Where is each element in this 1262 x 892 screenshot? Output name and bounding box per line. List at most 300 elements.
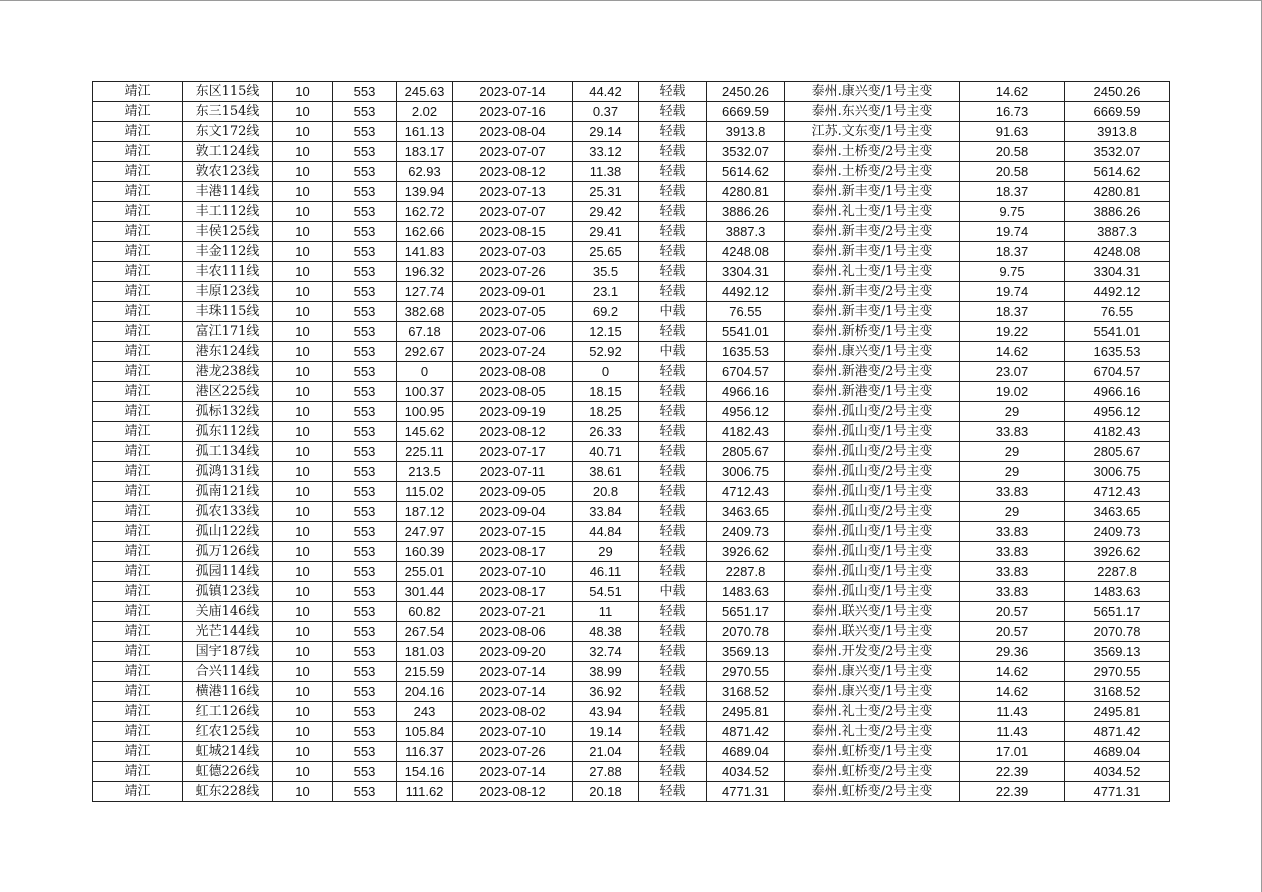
- table-row: [93, 582, 1170, 602]
- table-row: [93, 502, 1170, 522]
- voltage-cell: 10: [273, 462, 333, 482]
- margin-cell: 2805.67: [707, 442, 785, 462]
- voltage-cell: 10: [273, 322, 333, 342]
- table-row: [93, 622, 1170, 642]
- load-cell: 292.67: [397, 342, 453, 362]
- capacity-cell: 553: [333, 622, 397, 642]
- available-capacity-cell: 3006.75: [1065, 462, 1170, 482]
- available-capacity-cell: 3569.13: [1065, 642, 1170, 662]
- load-rate-cell: 29.14: [573, 122, 639, 142]
- line-name-cell: 敦工124线: [183, 142, 273, 162]
- margin-cell: 3463.65: [707, 502, 785, 522]
- margin-cell: 3887.3: [707, 222, 785, 242]
- table-row: [93, 262, 1170, 282]
- date-cell: 2023-07-14: [453, 662, 573, 682]
- transformer-cell: 泰州.礼士变/2号主变: [785, 722, 960, 742]
- load-cell: 154.16: [397, 762, 453, 782]
- region-cell: 靖江: [93, 122, 183, 142]
- margin-cell: 1483.63: [707, 582, 785, 602]
- load-rate-cell: 32.74: [573, 642, 639, 662]
- voltage-cell: 10: [273, 262, 333, 282]
- region-cell: 靖江: [93, 702, 183, 722]
- transformer-rate-cell: 11.43: [960, 702, 1065, 722]
- transformer-rate-cell: 20.57: [960, 622, 1065, 642]
- date-cell: 2023-07-03: [453, 242, 573, 262]
- load-cell: 139.94: [397, 182, 453, 202]
- capacity-cell: 553: [333, 382, 397, 402]
- table-row: [93, 522, 1170, 542]
- load-rate-cell: 23.1: [573, 282, 639, 302]
- voltage-cell: 10: [273, 702, 333, 722]
- load-status-cell: 轻载: [639, 382, 707, 402]
- load-status-cell: 轻载: [639, 542, 707, 562]
- available-capacity-cell: 4871.42: [1065, 722, 1170, 742]
- table-row: [93, 562, 1170, 582]
- load-status-cell: 轻载: [639, 182, 707, 202]
- region-cell: 靖江: [93, 662, 183, 682]
- date-cell: 2023-07-21: [453, 602, 573, 622]
- region-cell: 靖江: [93, 742, 183, 762]
- line-name-cell: 丰港114线: [183, 182, 273, 202]
- load-rate-cell: 69.2: [573, 302, 639, 322]
- available-capacity-cell: 3886.26: [1065, 202, 1170, 222]
- load-cell: 382.68: [397, 302, 453, 322]
- load-cell: 213.5: [397, 462, 453, 482]
- capacity-cell: 553: [333, 142, 397, 162]
- capacity-cell: 553: [333, 102, 397, 122]
- voltage-cell: 10: [273, 182, 333, 202]
- transformer-rate-cell: 19.74: [960, 282, 1065, 302]
- available-capacity-cell: 6669.59: [1065, 102, 1170, 122]
- date-cell: 2023-07-26: [453, 742, 573, 762]
- margin-cell: 76.55: [707, 302, 785, 322]
- capacity-cell: 553: [333, 442, 397, 462]
- transformer-cell: 泰州.虹桥变/2号主变: [785, 762, 960, 782]
- load-status-cell: 轻载: [639, 102, 707, 122]
- load-status-cell: 轻载: [639, 442, 707, 462]
- available-capacity-cell: 4712.43: [1065, 482, 1170, 502]
- available-capacity-cell: 4956.12: [1065, 402, 1170, 422]
- available-capacity-cell: 3304.31: [1065, 262, 1170, 282]
- capacity-cell: 553: [333, 742, 397, 762]
- region-cell: 靖江: [93, 402, 183, 422]
- load-cell: 245.63: [397, 82, 453, 102]
- load-rate-cell: 25.31: [573, 182, 639, 202]
- date-cell: 2023-08-02: [453, 702, 573, 722]
- margin-cell: 3532.07: [707, 142, 785, 162]
- available-capacity-cell: 2970.55: [1065, 662, 1170, 682]
- capacity-cell: 553: [333, 702, 397, 722]
- load-status-cell: 中载: [639, 582, 707, 602]
- line-name-cell: 虹德226线: [183, 762, 273, 782]
- region-cell: 靖江: [93, 82, 183, 102]
- load-rate-cell: 18.25: [573, 402, 639, 422]
- load-cell: 215.59: [397, 662, 453, 682]
- table-row: [93, 542, 1170, 562]
- available-capacity-cell: 4280.81: [1065, 182, 1170, 202]
- capacity-cell: 553: [333, 202, 397, 222]
- date-cell: 2023-07-07: [453, 202, 573, 222]
- available-capacity-cell: 6704.57: [1065, 362, 1170, 382]
- capacity-cell: 553: [333, 502, 397, 522]
- load-status-cell: 轻载: [639, 362, 707, 382]
- transformer-cell: 泰州.孤山变/1号主变: [785, 542, 960, 562]
- load-rate-cell: 18.15: [573, 382, 639, 402]
- capacity-cell: 553: [333, 582, 397, 602]
- load-status-cell: 轻载: [639, 602, 707, 622]
- load-rate-cell: 33.84: [573, 502, 639, 522]
- load-rate-cell: 21.04: [573, 742, 639, 762]
- load-status-cell: 轻载: [639, 682, 707, 702]
- margin-cell: 4280.81: [707, 182, 785, 202]
- line-name-cell: 孤标132线: [183, 402, 273, 422]
- line-name-cell: 东区115线: [183, 82, 273, 102]
- region-cell: 靖江: [93, 162, 183, 182]
- margin-cell: 4689.04: [707, 742, 785, 762]
- margin-cell: 4182.43: [707, 422, 785, 442]
- transformer-rate-cell: 18.37: [960, 302, 1065, 322]
- load-rate-cell: 36.92: [573, 682, 639, 702]
- voltage-cell: 10: [273, 402, 333, 422]
- date-cell: 2023-07-11: [453, 462, 573, 482]
- region-cell: 靖江: [93, 762, 183, 782]
- transformer-rate-cell: 18.37: [960, 242, 1065, 262]
- date-cell: 2023-09-20: [453, 642, 573, 662]
- table-row: [93, 462, 1170, 482]
- load-status-cell: 轻载: [639, 202, 707, 222]
- transformer-cell: 泰州.孤山变/1号主变: [785, 562, 960, 582]
- load-status-cell: 轻载: [639, 662, 707, 682]
- load-rate-cell: 29: [573, 542, 639, 562]
- load-rate-cell: 52.92: [573, 342, 639, 362]
- table-row: [93, 302, 1170, 322]
- margin-cell: 2450.26: [707, 82, 785, 102]
- region-cell: 靖江: [93, 462, 183, 482]
- load-status-cell: 轻载: [639, 522, 707, 542]
- transformer-cell: 泰州.新丰变/1号主变: [785, 302, 960, 322]
- transformer-rate-cell: 33.83: [960, 482, 1065, 502]
- available-capacity-cell: 76.55: [1065, 302, 1170, 322]
- capacity-cell: 553: [333, 642, 397, 662]
- available-capacity-cell: 2495.81: [1065, 702, 1170, 722]
- load-rate-cell: 11.38: [573, 162, 639, 182]
- capacity-cell: 553: [333, 282, 397, 302]
- available-capacity-cell: 3168.52: [1065, 682, 1170, 702]
- voltage-cell: 10: [273, 382, 333, 402]
- available-capacity-cell: 4771.31: [1065, 782, 1170, 802]
- line-name-cell: 东三154线: [183, 102, 273, 122]
- line-name-cell: 红工126线: [183, 702, 273, 722]
- line-name-cell: 孤鸿131线: [183, 462, 273, 482]
- table-row: [93, 222, 1170, 242]
- line-name-cell: 丰工112线: [183, 202, 273, 222]
- region-cell: 靖江: [93, 222, 183, 242]
- voltage-cell: 10: [273, 222, 333, 242]
- date-cell: 2023-08-04: [453, 122, 573, 142]
- load-cell: 100.37: [397, 382, 453, 402]
- transformer-cell: 泰州.孤山变/2号主变: [785, 402, 960, 422]
- available-capacity-cell: 5541.01: [1065, 322, 1170, 342]
- load-cell: 181.03: [397, 642, 453, 662]
- margin-cell: 4956.12: [707, 402, 785, 422]
- date-cell: 2023-08-12: [453, 782, 573, 802]
- line-name-cell: 孤农133线: [183, 502, 273, 522]
- transformer-rate-cell: 20.58: [960, 162, 1065, 182]
- capacity-cell: 553: [333, 322, 397, 342]
- load-rate-cell: 44.42: [573, 82, 639, 102]
- capacity-cell: 553: [333, 82, 397, 102]
- load-rate-cell: 35.5: [573, 262, 639, 282]
- margin-cell: 2970.55: [707, 662, 785, 682]
- line-name-cell: 敦农123线: [183, 162, 273, 182]
- transformer-cell: 泰州.新丰变/2号主变: [785, 282, 960, 302]
- load-cell: 161.13: [397, 122, 453, 142]
- voltage-cell: 10: [273, 142, 333, 162]
- line-name-cell: 虹东228线: [183, 782, 273, 802]
- date-cell: 2023-08-15: [453, 222, 573, 242]
- table-row: [93, 682, 1170, 702]
- available-capacity-cell: 4966.16: [1065, 382, 1170, 402]
- load-cell: 62.93: [397, 162, 453, 182]
- date-cell: 2023-07-16: [453, 102, 573, 122]
- transformer-rate-cell: 16.73: [960, 102, 1065, 122]
- line-name-cell: 红农125线: [183, 722, 273, 742]
- voltage-cell: 10: [273, 682, 333, 702]
- load-rate-cell: 29.42: [573, 202, 639, 222]
- line-name-cell: 虹城214线: [183, 742, 273, 762]
- transformer-rate-cell: 19.02: [960, 382, 1065, 402]
- margin-cell: 5541.01: [707, 322, 785, 342]
- load-status-cell: 轻载: [639, 322, 707, 342]
- margin-cell: 5614.62: [707, 162, 785, 182]
- margin-cell: 6669.59: [707, 102, 785, 122]
- transformer-cell: 泰州.孤山变/2号主变: [785, 442, 960, 462]
- load-cell: 162.66: [397, 222, 453, 242]
- capacity-cell: 553: [333, 362, 397, 382]
- load-rate-cell: 19.14: [573, 722, 639, 742]
- transformer-cell: 江苏.文东变/1号主变: [785, 122, 960, 142]
- load-status-cell: 轻载: [639, 162, 707, 182]
- load-rate-cell: 43.94: [573, 702, 639, 722]
- transformer-cell: 泰州.新港变/1号主变: [785, 382, 960, 402]
- capacity-cell: 553: [333, 662, 397, 682]
- load-status-cell: 轻载: [639, 742, 707, 762]
- voltage-cell: 10: [273, 302, 333, 322]
- voltage-cell: 10: [273, 782, 333, 802]
- region-cell: 靖江: [93, 202, 183, 222]
- date-cell: 2023-08-06: [453, 622, 573, 642]
- load-cell: 255.01: [397, 562, 453, 582]
- load-status-cell: 轻载: [639, 282, 707, 302]
- voltage-cell: 10: [273, 282, 333, 302]
- date-cell: 2023-07-10: [453, 722, 573, 742]
- region-cell: 靖江: [93, 782, 183, 802]
- voltage-cell: 10: [273, 502, 333, 522]
- available-capacity-cell: 2070.78: [1065, 622, 1170, 642]
- load-rate-cell: 48.38: [573, 622, 639, 642]
- region-cell: 靖江: [93, 282, 183, 302]
- transformer-rate-cell: 14.62: [960, 662, 1065, 682]
- line-name-cell: 孤万126线: [183, 542, 273, 562]
- transformer-rate-cell: 29: [960, 502, 1065, 522]
- date-cell: 2023-07-14: [453, 762, 573, 782]
- load-rate-cell: 25.65: [573, 242, 639, 262]
- voltage-cell: 10: [273, 102, 333, 122]
- load-rate-cell: 29.41: [573, 222, 639, 242]
- voltage-cell: 10: [273, 342, 333, 362]
- date-cell: 2023-07-05: [453, 302, 573, 322]
- date-cell: 2023-07-24: [453, 342, 573, 362]
- available-capacity-cell: 2450.26: [1065, 82, 1170, 102]
- available-capacity-cell: 3926.62: [1065, 542, 1170, 562]
- load-status-cell: 轻载: [639, 642, 707, 662]
- transformer-rate-cell: 33.83: [960, 422, 1065, 442]
- line-name-cell: 富江171线: [183, 322, 273, 342]
- region-cell: 靖江: [93, 722, 183, 742]
- margin-cell: 5651.17: [707, 602, 785, 622]
- load-status-cell: 轻载: [639, 82, 707, 102]
- capacity-cell: 553: [333, 162, 397, 182]
- transformer-cell: 泰州.礼士变/1号主变: [785, 262, 960, 282]
- transformer-cell: 泰州.联兴变/1号主变: [785, 602, 960, 622]
- load-cell: 301.44: [397, 582, 453, 602]
- region-cell: 靖江: [93, 562, 183, 582]
- transformer-rate-cell: 29: [960, 462, 1065, 482]
- table-row: [93, 362, 1170, 382]
- transformer-rate-cell: 33.83: [960, 542, 1065, 562]
- region-cell: 靖江: [93, 382, 183, 402]
- load-status-cell: 轻载: [639, 722, 707, 742]
- capacity-cell: 553: [333, 242, 397, 262]
- transformer-rate-cell: 20.58: [960, 142, 1065, 162]
- transformer-rate-cell: 14.62: [960, 682, 1065, 702]
- line-name-cell: 丰原123线: [183, 282, 273, 302]
- line-name-cell: 合兴114线: [183, 662, 273, 682]
- margin-cell: 4248.08: [707, 242, 785, 262]
- voltage-cell: 10: [273, 82, 333, 102]
- voltage-cell: 10: [273, 542, 333, 562]
- line-name-cell: 丰珠115线: [183, 302, 273, 322]
- region-cell: 靖江: [93, 542, 183, 562]
- available-capacity-cell: 3887.3: [1065, 222, 1170, 242]
- available-capacity-cell: 2409.73: [1065, 522, 1170, 542]
- capacity-cell: 553: [333, 402, 397, 422]
- transformer-rate-cell: 33.83: [960, 562, 1065, 582]
- transformer-rate-cell: 20.57: [960, 602, 1065, 622]
- capacity-cell: 553: [333, 522, 397, 542]
- load-cell: 204.16: [397, 682, 453, 702]
- capacity-cell: 553: [333, 482, 397, 502]
- transformer-rate-cell: 19.22: [960, 322, 1065, 342]
- region-cell: 靖江: [93, 682, 183, 702]
- transformer-rate-cell: 14.62: [960, 82, 1065, 102]
- load-cell: 183.17: [397, 142, 453, 162]
- voltage-cell: 10: [273, 722, 333, 742]
- region-cell: 靖江: [93, 642, 183, 662]
- available-capacity-cell: 4689.04: [1065, 742, 1170, 762]
- margin-cell: 2409.73: [707, 522, 785, 542]
- region-cell: 靖江: [93, 502, 183, 522]
- voltage-cell: 10: [273, 202, 333, 222]
- load-cell: 67.18: [397, 322, 453, 342]
- transformer-rate-cell: 22.39: [960, 782, 1065, 802]
- available-capacity-cell: 4492.12: [1065, 282, 1170, 302]
- load-cell: 145.62: [397, 422, 453, 442]
- transformer-cell: 泰州.开发变/2号主变: [785, 642, 960, 662]
- date-cell: 2023-07-07: [453, 142, 573, 162]
- available-capacity-cell: 3913.8: [1065, 122, 1170, 142]
- table-row: [93, 422, 1170, 442]
- transformer-cell: 泰州.土桥变/2号主变: [785, 162, 960, 182]
- capacity-cell: 553: [333, 762, 397, 782]
- transformer-rate-cell: 33.83: [960, 522, 1065, 542]
- transformer-rate-cell: 19.74: [960, 222, 1065, 242]
- transformer-cell: 泰州.康兴变/1号主变: [785, 342, 960, 362]
- capacity-cell: 553: [333, 302, 397, 322]
- date-cell: 2023-07-14: [453, 82, 573, 102]
- load-status-cell: 轻载: [639, 702, 707, 722]
- transformer-cell: 泰州.新丰变/2号主变: [785, 222, 960, 242]
- table-row: [93, 202, 1170, 222]
- load-cell: 100.95: [397, 402, 453, 422]
- region-cell: 靖江: [93, 262, 183, 282]
- load-status-cell: 轻载: [639, 762, 707, 782]
- region-cell: 靖江: [93, 242, 183, 262]
- transformer-cell: 泰州.康兴变/1号主变: [785, 682, 960, 702]
- table-row: [93, 762, 1170, 782]
- transformer-rate-cell: 17.01: [960, 742, 1065, 762]
- table-row: [93, 162, 1170, 182]
- transformer-cell: 泰州.康兴变/1号主变: [785, 82, 960, 102]
- region-cell: 靖江: [93, 302, 183, 322]
- date-cell: 2023-09-01: [453, 282, 573, 302]
- region-cell: 靖江: [93, 102, 183, 122]
- line-name-cell: 孤山122线: [183, 522, 273, 542]
- load-cell: 127.74: [397, 282, 453, 302]
- line-name-cell: 横港116线: [183, 682, 273, 702]
- load-cell: 162.72: [397, 202, 453, 222]
- available-capacity-cell: 3532.07: [1065, 142, 1170, 162]
- load-cell: 247.97: [397, 522, 453, 542]
- date-cell: 2023-07-15: [453, 522, 573, 542]
- region-cell: 靖江: [93, 442, 183, 462]
- load-cell: 267.54: [397, 622, 453, 642]
- region-cell: 靖江: [93, 182, 183, 202]
- load-status-cell: 轻载: [639, 782, 707, 802]
- line-name-cell: 光芒144线: [183, 622, 273, 642]
- load-status-cell: 轻载: [639, 562, 707, 582]
- date-cell: 2023-08-08: [453, 362, 573, 382]
- transformer-cell: 泰州.孤山变/1号主变: [785, 422, 960, 442]
- margin-cell: 3304.31: [707, 262, 785, 282]
- line-name-cell: 港龙238线: [183, 362, 273, 382]
- load-rate-cell: 20.8: [573, 482, 639, 502]
- transformer-cell: 泰州.虹桥变/2号主变: [785, 782, 960, 802]
- load-status-cell: 轻载: [639, 622, 707, 642]
- load-rate-cell: 54.51: [573, 582, 639, 602]
- load-status-cell: 中载: [639, 342, 707, 362]
- date-cell: 2023-09-19: [453, 402, 573, 422]
- transformer-cell: 泰州.礼士变/1号主变: [785, 202, 960, 222]
- transformer-cell: 泰州.联兴变/1号主变: [785, 622, 960, 642]
- date-cell: 2023-09-05: [453, 482, 573, 502]
- margin-cell: 4492.12: [707, 282, 785, 302]
- date-cell: 2023-07-10: [453, 562, 573, 582]
- margin-cell: 4771.31: [707, 782, 785, 802]
- capacity-cell: 553: [333, 722, 397, 742]
- margin-cell: 2070.78: [707, 622, 785, 642]
- capacity-cell: 553: [333, 342, 397, 362]
